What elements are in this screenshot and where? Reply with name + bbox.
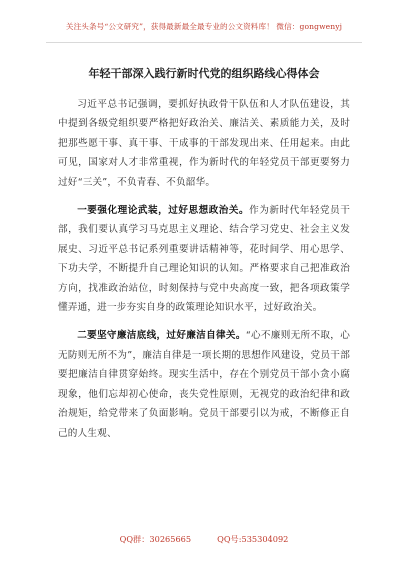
footer-qq-number: QQ号:535304092 xyxy=(217,534,289,544)
paragraph-point-one xyxy=(58,201,350,317)
paragraph-text: 习近平总书记强调，要抓好执政骨干队伍和人才队伍建设，其中提到各级党组织要严格把好政治关、廉洁关、素质能力关，及时把那些愿干事、真干事、干成事的干部发现出来、任用起来。由此可见，国家对人才非常重视，作为新时代的年轻党员干部更要努力过好“三关”，不负青春、不负韶华。 xyxy=(58,99,350,188)
footer-contact xyxy=(0,533,408,545)
document-title: 年轻干部深入践行新时代党的组织路线心得体会 xyxy=(88,67,320,80)
paragraph-lead: 一要强化理论武装，过好思想政治关。 xyxy=(77,205,250,217)
header-divider xyxy=(46,42,362,43)
paragraph-lead: 二要坚守廉洁底线，过好廉洁自律关。 xyxy=(77,330,246,342)
paragraph-point-two xyxy=(58,326,350,442)
paragraph-text: 作为新时代年轻党员干部，我们要认真学习马克思主义理论、结合学习党史、社会主义发展史、习近平总书记系列重要讲话精神等，花时间学、用心思学、下功夫学，不断提升自己理论知识的认知。严格要求自己把准政治方向，找准政治站位，时刻保持与党中央高度一致，把各项政策学懂弄通，进一步夯实自身的政策理论知识水平，过好政治关。 xyxy=(58,205,351,314)
footer-qq-group: QQ群：30265665 xyxy=(119,534,192,544)
document-body xyxy=(58,95,350,452)
paragraph-intro xyxy=(58,95,350,192)
paragraph-text: “心不廉则无所不取，心无防则无所不为”，廉洁自律是一项长期的思想作风建设，党员干部要把廉洁自律贯穿始终。现实生活中，存在个别党员干部小贪小腐现象，他们忘却初心使命，丧失党性原则，无视党的政治纪律和政治规矩，给党带来了负面影响。党员干部要引以为戒，不断修正自己的人生观、 xyxy=(58,330,351,439)
header-promo-note: 关注头条号“公文研究”，获得最新最全最专业的公文资料库！ 微信：gongwenyj xyxy=(65,22,343,31)
